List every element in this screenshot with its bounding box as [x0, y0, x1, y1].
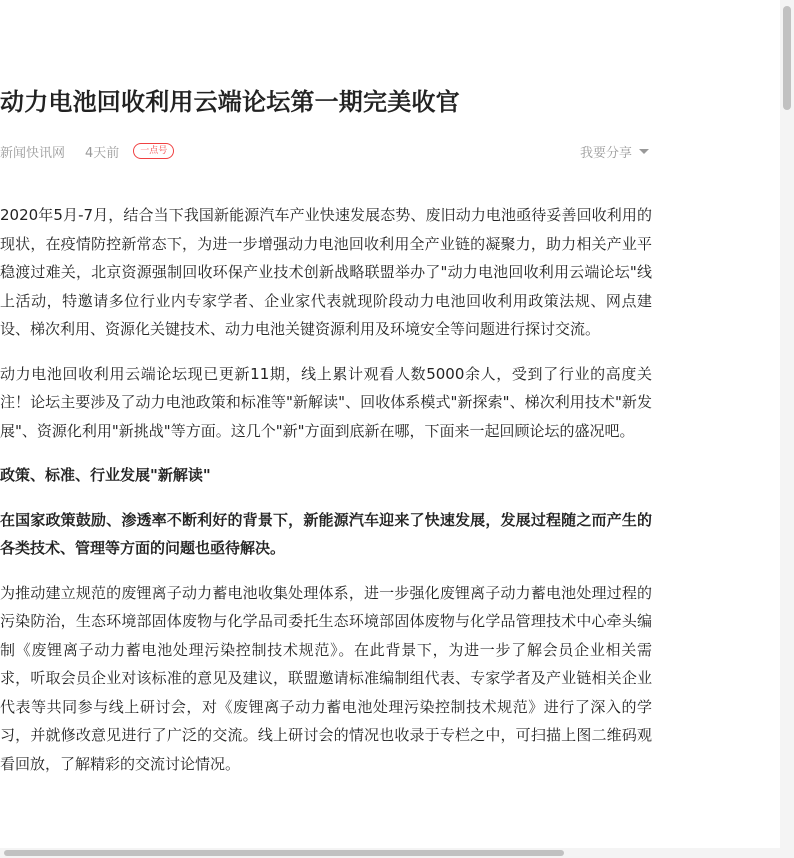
caret-down-icon [639, 149, 649, 154]
paragraph: 2020年5月-7月，结合当下我国新能源汽车产业快速发展态势、废旧动力电池亟待妥善回收利用的现状，在疫情防控新常态下，为进一步增强动力电池回收利用全产业链的凝聚力，助力相关产业平稳渡过难关，北京资源强制回收环保产业技术创新战略联盟举办了"动力电池回收利用云端论坛"线上活动，特邀请多位行业内专家学者、企业家代表就现阶段动力电池回收利用政策法规、网点建设、梯次利用、资源化关键技术、动力电池关键资源利用及环境安全等问题进行探讨交流。 [0, 206, 652, 338]
horizontal-scrollbar[interactable] [0, 848, 780, 858]
paragraph: 动力电池回收利用云端论坛现已更新11期，线上累计观看人数5000余人，受到了行业的高度关注！论坛主要涉及了动力电池政策和标准等"新解读"、回收体系模式"新探索"、梯次利用技术"新发展"、资源化利用"新挑战"等方面。这几个"新"方面到底新在哪，下面来一起回顾论坛的盛况吧。 [0, 364, 652, 440]
yidian-badge[interactable]: 一点号 [133, 143, 174, 159]
article-time: 4天前 [85, 145, 120, 161]
article-meta [0, 138, 652, 164]
vertical-scrollbar[interactable] [780, 0, 794, 858]
share-button[interactable] [580, 138, 649, 164]
article-title: 动力电池回收利用云端论坛第一期完美收官 [0, 88, 460, 116]
vertical-scrollbar-thumb[interactable] [783, 6, 791, 110]
article-source[interactable]: 新闻快讯网 [0, 145, 66, 161]
section-heading: 政策、标准、行业发展"新解读" [0, 466, 211, 484]
horizontal-scrollbar-thumb[interactable] [4, 850, 564, 856]
article-content [0, 201, 652, 778]
share-label: 我要分享 [579, 145, 632, 161]
article [0, 80, 652, 794]
lead-paragraph: 在国家政策鼓励、渗透率不断利好的背景下，新能源汽车迎来了快速发展，发展过程随之而产生的各类技术、管理等方面的问题也亟待解决。 [0, 510, 652, 557]
paragraph: 为推动建立规范的废锂离子动力蓄电池收集处理体系，进一步强化废锂离子动力蓄电池处理过程的污染防治，生态环境部固体废物与化学品司委托生态环境部固体废物与化学品管理技术中心牵头编制《废锂离子动力蓄电池处理污染控制技术规范》。在此背景下，为进一步了解会员企业相关需求，听取会员企业对该标准的意见及建议，联盟邀请标准编制组代表、专家学者及产业链相关企业代表等共同参与线上研讨会，对《废锂离子动力蓄电池处理污染控制技术规范》进行了深入的学习，并就修改意见进行了广泛的交流。线上研讨会的情况也收录于专栏之中，可扫描上图二维码观看回放，了解精彩的交流讨论情况。 [0, 583, 652, 773]
